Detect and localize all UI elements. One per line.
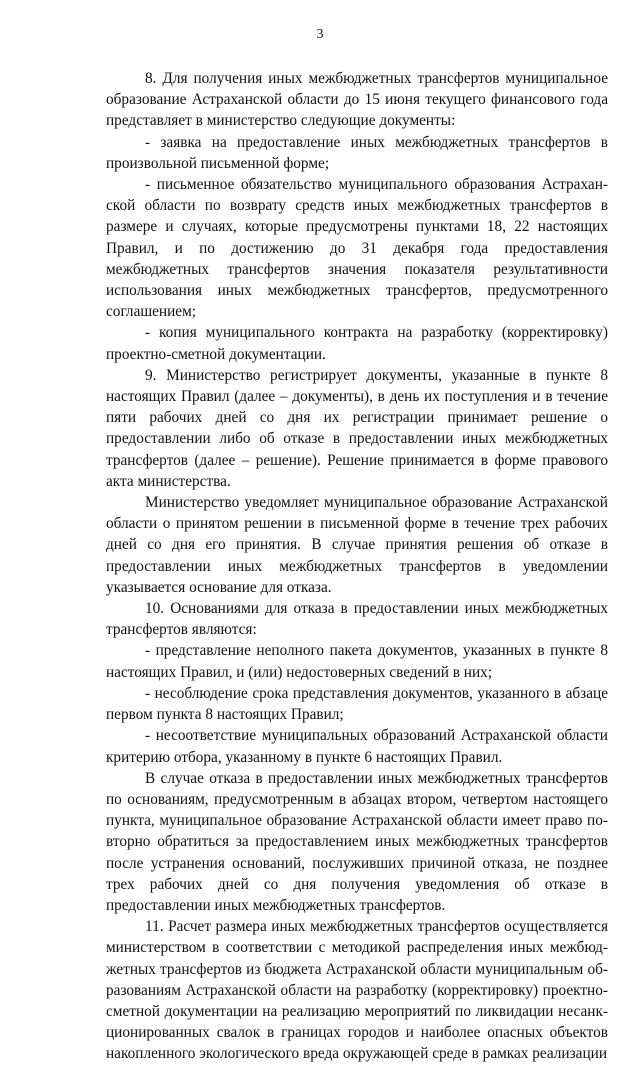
paragraph: 9. Министерство регистрирует документы, указанные в пункте 8 настоящих Правил (далее – документы), в день их поступления и в течение пяти рабочих дней со дня их регистрации принимает решение о предоставлении либо об отказе в предоставлении иных межбюджетных трансфертов (далее – решение). Решение принимается в форме правового акта министерства.: [106, 366, 608, 490]
paragraph: - представление неполного пакета документов, указанных в пункте 8 настоящих Правил, и (или) недостоверных сведений в них;: [106, 642, 608, 681]
paragraph: 10. Основаниями для отказа в предоставлении иных межбюджетных трансфертов являются:: [106, 600, 608, 639]
page-number: 3: [316, 27, 324, 42]
paragraph: - копия муниципального контракта на разработку (корректировку) проектно-сметной документации.: [106, 324, 608, 363]
paragraph: - письменное обязательство муниципального образования Астраханской области по возврату средств иных межбюджетных трансфертов в размере и случаях, которые предусмотрены пунктами 18, 22 настоящих Правил, и по достижению до 31 декабря года предоставления межбюджетных трансфертов значения показателя результативности использования иных межбюджетных трансфертов, предусмотренного соглашением;: [106, 176, 608, 321]
paragraph: - несоблюдение срока представления документов, указанного в абзаце первом пункта 8 настоящих Правил;: [106, 684, 608, 724]
paragraph: - несоответствие муниципальных образований Астраханской области критерию отбора, указанному в пункте 6 настоящих Правил.: [106, 727, 608, 766]
paragraph: В случае отказа в предоставлении иных межбюджетных трансфертов по основаниям, предусмотренным в абзацах втором, четвертом настоящего пункта, муниципальное образование Астраханской области имеет право повторно обратиться за предоставлением иных межбюджетных трансфертов после устранения оснований, послуживших причиной отказа, не позднее трех рабочих дней со дня получения уведомления об отказе в предоставлении иных межбюджетных трансфертов.: [106, 769, 608, 914]
paragraph: 8. Для получения иных межбюджетных трансфертов муниципальное образование Астраханской области до 15 июня текущего финансового года представляет в министерство следующие документы:: [106, 70, 608, 130]
paragraph: 11. Расчет размера иных межбюджетных трансфертов осуществляется министерством в соответствии с методикой распределения иных межбюджетных трансфертов из бюджета Астраханской области муниципальным образованиям Астраханской области на разработку (корректировку) проектно-сметной документации на реализацию мероприятий по ликвидации несанкционированных свалок в границах городов и наиболее опасных объектов накопленного экологического вреда окружающей среде в рамках реализации: [106, 918, 608, 1063]
document-body: [106, 68, 608, 1065]
paragraph: Министерство уведомляет муниципальное образование Астраханской области о принятом решении в письменной форме в течение трех рабочих дней со дня его принятия. В случае принятия решения об отказе в предоставлении иных межбюджетных трансфертов в уведомлении указывается основание для отказа.: [106, 494, 608, 596]
paragraph: - заявка на предоставление иных межбюджетных трансфертов в произвольной письменной форме;: [106, 133, 608, 172]
